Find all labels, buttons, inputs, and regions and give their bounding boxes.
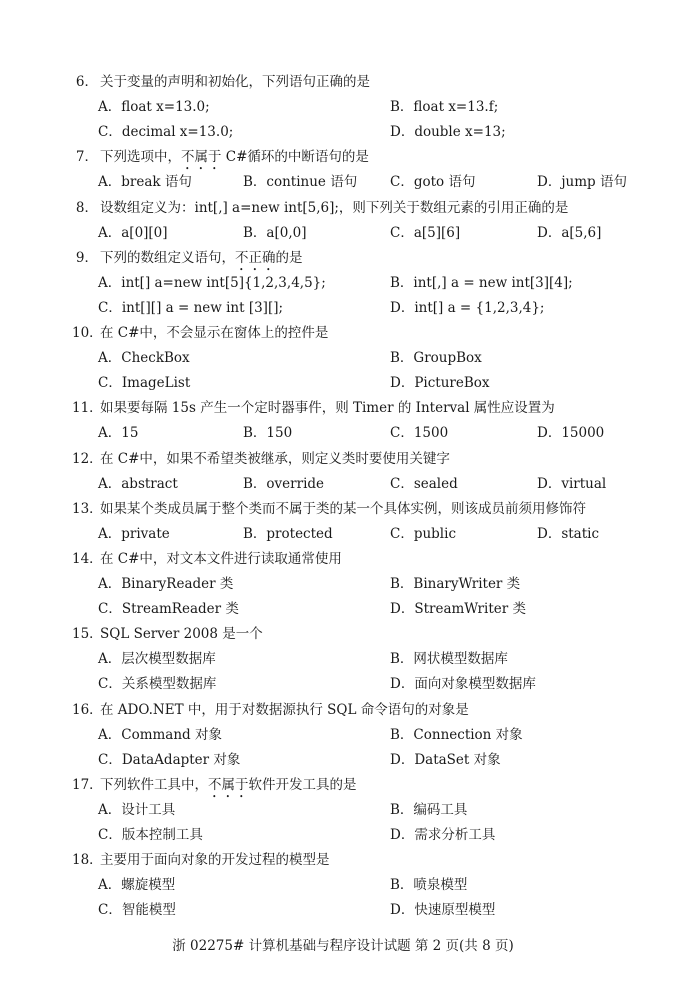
option: D．int[] a = {1,2,3,4};: [390, 299, 545, 316]
question-number: 7．: [75, 149, 98, 166]
option: A．螺旋模型: [98, 877, 176, 894]
question-text: 如果某个类成员属于整个类而不属于类的某一个具体实例，则该成员前须用修饰符: [100, 500, 586, 517]
option: A．float x=13.0;: [98, 99, 210, 116]
question-emphasis: 不属于: [181, 149, 222, 166]
question-10: [72, 321, 328, 341]
option: D．PictureBox: [390, 375, 490, 392]
option: B．override: [243, 475, 325, 492]
question-text: 下列的数组定义语句，: [100, 249, 235, 266]
option: D．需求分析工具: [390, 827, 496, 843]
option: B．150: [243, 425, 293, 442]
option: B．喷泉模型: [390, 877, 468, 894]
option: A．层次模型数据库: [98, 651, 216, 668]
option: B．GroupBox: [390, 350, 482, 367]
option: A．设计工具: [98, 801, 176, 818]
question-18: [72, 848, 330, 868]
option: C．1500: [390, 425, 449, 442]
question-number: 13．: [72, 500, 103, 517]
question-number: 16．: [72, 701, 103, 718]
question-text: 关于变量的声明和初始化，下列语句正确的是: [100, 74, 370, 90]
question-9: [72, 246, 303, 274]
question-7: [72, 145, 369, 173]
option: B．protected: [243, 525, 333, 542]
option: A．private: [98, 525, 170, 542]
question-emphasis: 不属于: [208, 776, 249, 793]
option: C．DataAdapter 对象: [98, 751, 241, 768]
option: A．CheckBox: [98, 350, 190, 367]
option: A．BinaryReader 类: [98, 576, 234, 592]
option: A．abstract: [98, 475, 178, 492]
option: D．a[5,6]: [537, 224, 602, 241]
question-13: [72, 497, 586, 517]
question-text: 在 C#中，对文本文件进行读取通常使用: [100, 550, 342, 567]
question-15: [72, 622, 263, 642]
option: D．15000: [537, 425, 605, 442]
question-number: 6．: [75, 74, 98, 90]
option: D．面向对象模型数据库: [390, 676, 536, 693]
option: C．智能模型: [98, 902, 176, 919]
question-number: 11．: [72, 400, 103, 417]
option: C．goto 语句: [390, 174, 476, 191]
question-8: [72, 196, 568, 216]
option: B．int[,] a = new int[3][4];: [390, 274, 573, 291]
option: D．virtual: [537, 475, 607, 492]
question-text: C#循环的中断语句的是: [221, 149, 369, 166]
question-text: 的是: [275, 249, 303, 266]
option: D．DataSet 对象: [390, 751, 501, 768]
option: B．Connection 对象: [390, 726, 523, 743]
option: D．static: [537, 525, 600, 542]
option: C．StreamReader 类: [98, 601, 239, 618]
question-number: 9．: [75, 249, 98, 266]
question-text: 如果要每隔 15s 产生一个定时器事件，则 Timer 的 Interval 属性应设置为: [100, 400, 555, 417]
option: A．break 语句: [98, 174, 192, 191]
question-text: 软件开发工具的是: [248, 776, 357, 793]
option: D．double x=13;: [390, 124, 506, 141]
option: B．BinaryWriter 类: [390, 576, 521, 592]
option: C．sealed: [390, 475, 458, 492]
option: A．a[0][0]: [98, 224, 168, 241]
question-6: [72, 70, 370, 90]
question-14: [72, 547, 342, 567]
option: B．编码工具: [390, 801, 468, 818]
question-text: 主要用于面向对象的开发过程的模型是: [100, 852, 330, 869]
option: C．a[5][6]: [390, 224, 461, 241]
option: D．快速原型模型: [390, 902, 496, 919]
question-text: 在 C#中，如果不希望类被继承，则定义类时要使用关键字: [100, 450, 450, 467]
question-text: 设数组定义为：int[,] a=new int[5,6];，则下列关于数组元素的引用正确的是: [100, 199, 569, 216]
option: C．版本控制工具: [98, 827, 203, 843]
option: B．a[0,0]: [243, 224, 307, 241]
option: C．public: [390, 525, 457, 542]
option: C．关系模型数据库: [98, 676, 217, 693]
question-text: 在 ADO.NET 中，用于对数据源执行 SQL 命令语句的对象是: [100, 701, 469, 718]
question-number: 8．: [75, 199, 98, 216]
question-text: 下列选项中，: [100, 149, 181, 166]
question-17: [72, 773, 357, 801]
option: A．int[] a=new int[5]{1,2,3,4,5};: [98, 274, 326, 291]
option: A．Command 对象: [98, 726, 222, 743]
page-footer: 浙 02275# 计算机基础与程序设计试题 第 2 页(共 8 页): [172, 938, 514, 954]
question-number: 18．: [72, 852, 103, 869]
question-number: 17．: [72, 776, 103, 793]
question-number: 10．: [72, 325, 103, 341]
question-number: 14．: [72, 550, 103, 567]
question-number: 15．: [72, 626, 103, 643]
question-text: SQL Server 2008 是一个: [100, 626, 263, 643]
question-16: [72, 698, 469, 718]
option: D．StreamWriter 类: [390, 601, 526, 618]
question-text: 下列软件工具中，: [100, 776, 208, 793]
option: D．jump 语句: [537, 174, 627, 191]
option: C．decimal x=13.0;: [98, 124, 234, 141]
question-12: [72, 447, 450, 467]
option: B．float x=13.f;: [390, 99, 499, 116]
question-text: 在 C#中，不会显示在窗体上的控件是: [100, 325, 329, 341]
question-11: [72, 396, 555, 416]
option: B．continue 语句: [243, 174, 358, 191]
option: B．网状模型数据库: [390, 651, 508, 668]
question-number: 12．: [72, 450, 103, 467]
option: C．ImageList: [98, 375, 191, 392]
question-emphasis: 不正确: [235, 249, 276, 266]
option: C．int[][] a = new int [3][];: [98, 299, 284, 316]
option: A．15: [98, 425, 139, 442]
